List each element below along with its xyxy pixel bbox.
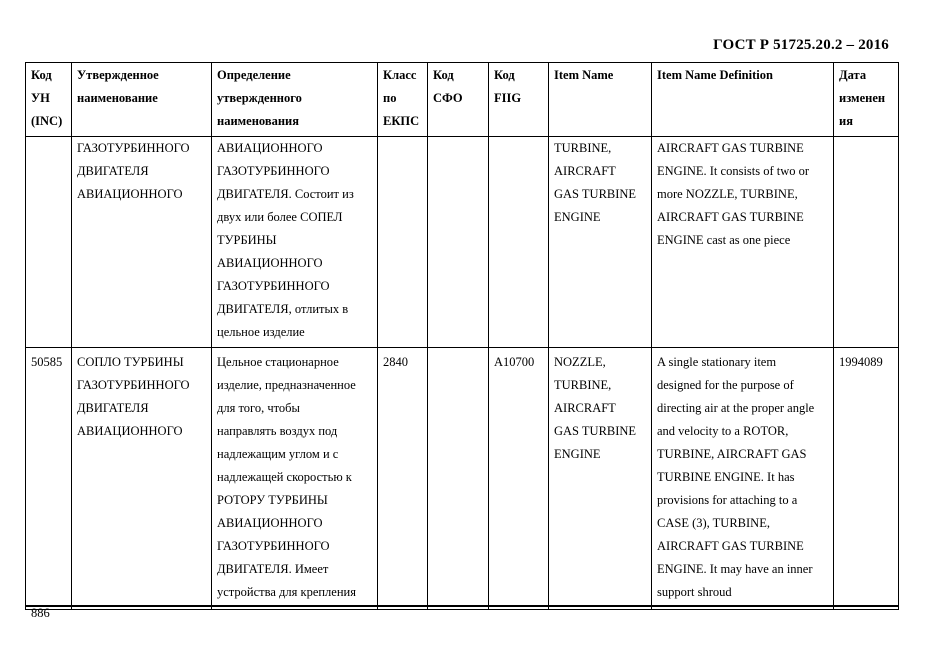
change-date-cell [834, 137, 899, 348]
cell-line: двух или более СОПЕЛ [217, 210, 343, 224]
cell-line: АВИАЦИОННОГО [217, 516, 323, 530]
cell-line: NOZZLE, [554, 355, 606, 369]
cell-line: 2840 [383, 355, 408, 369]
cell-line: РОТОРУ ТУРБИНЫ [217, 493, 328, 507]
cell-line: ТУРБИНЫ [217, 233, 277, 247]
item-name-definition-cell [652, 137, 834, 348]
column-header-fiig-code [489, 63, 549, 137]
fiig-cell [489, 348, 549, 610]
inc-cell [26, 137, 72, 348]
cell-line: ENGINE [554, 447, 601, 461]
cell-line: ГАЗОТУРБИННОГО [77, 378, 190, 392]
definition-cell [212, 137, 378, 348]
definition-cell [212, 348, 378, 610]
cell-line: надлежащим углом и с [217, 447, 339, 461]
cell-line: ENGINE [554, 210, 601, 224]
cell-line: АВИАЦИОННОГО [217, 141, 323, 155]
column-header-inc [26, 63, 72, 137]
header-line: Код [494, 68, 515, 82]
page-bottom-rule [25, 605, 898, 607]
cell-line: GAS TURBINE [554, 187, 637, 201]
cell-line: and velocity to a ROTOR, [657, 424, 789, 438]
header-line: Дата [839, 68, 867, 82]
cell-line: изделие, предназначенное [217, 378, 356, 392]
cell-line: ГАЗОТУРБИННОГО [217, 164, 330, 178]
item-name-cell [549, 137, 652, 348]
header-line: наименование [77, 91, 158, 105]
cell-line: АВИАЦИОННОГО [217, 256, 323, 270]
cell-line: AIRCRAFT [554, 401, 616, 415]
cell-line: ENGINE. It consists of two or [657, 164, 810, 178]
cell-line: ДВИГАТЕЛЯ [77, 164, 149, 178]
catalog-table [25, 62, 899, 610]
cell-line: ГАЗОТУРБИННОГО [77, 141, 190, 155]
header-line: Код [433, 68, 454, 82]
inc-cell [26, 348, 72, 610]
cell-line: 50585 [31, 355, 63, 369]
header-line: изменен [839, 91, 886, 105]
item-name-cell [549, 348, 652, 610]
cell-line: A10700 [494, 355, 535, 369]
change-date-cell [834, 348, 899, 610]
document-standard-header: ГОСТ Р 51725.20.2 – 2016 [713, 37, 889, 53]
header-line: Код [31, 68, 52, 82]
cell-line: TURBINE, AIRCRAFT GAS [657, 447, 807, 461]
cell-line: provisions for attaching to a [657, 493, 798, 507]
cell-line: ENGINE cast as one piece [657, 233, 791, 247]
sfo-cell [428, 137, 489, 348]
approved-name-cell [72, 137, 212, 348]
cell-line: AIRCRAFT [554, 164, 616, 178]
fiig-cell [489, 137, 549, 348]
approved-name-cell [72, 348, 212, 610]
header-line: ЕКПС [383, 114, 420, 128]
cell-line: ГАЗОТУРБИННОГО [217, 539, 330, 553]
cell-line: AIRCRAFT GAS TURBINE [657, 210, 804, 224]
header-line: по [383, 91, 397, 105]
column-header-name-definition [212, 63, 378, 137]
cell-line: support shroud [657, 585, 732, 599]
column-header-approved-name [72, 63, 212, 137]
header-line: Item Name Definition [657, 68, 773, 82]
cell-line: AIRCRAFT GAS TURBINE [657, 539, 804, 553]
column-header-ekps-class [378, 63, 428, 137]
cell-line: ДВИГАТЕЛЯ, отлитых в [217, 302, 349, 316]
header-line: Утвержденное [77, 68, 159, 82]
header-line: (INC) [31, 114, 63, 128]
header-line: Определение [217, 68, 291, 82]
cell-line: ДВИГАТЕЛЯ. Имеет [217, 562, 329, 576]
cell-line: АВИАЦИОННОГО [77, 424, 183, 438]
cell-line: устройства для крепления [217, 585, 356, 599]
cell-line: AIRCRAFT GAS TURBINE [657, 141, 804, 155]
column-header-sfo-code [428, 63, 489, 137]
table-row [26, 348, 899, 610]
cell-line: TURBINE, [554, 378, 612, 392]
column-header-item-name-definition [652, 63, 834, 137]
cell-line: Цельное стационарное [217, 355, 339, 369]
cell-line: CASE (3), TURBINE, [657, 516, 770, 530]
cell-line: more NOZZLE, TURBINE, [657, 187, 798, 201]
table-row [26, 137, 899, 348]
cell-line: надлежащей скоростью к [217, 470, 352, 484]
header-line: FIIG [494, 91, 522, 105]
table-header-row [26, 63, 899, 137]
cell-line: ДВИГАТЕЛЯ [77, 401, 149, 415]
header-line: УН [31, 91, 50, 105]
cell-line: GAS TURBINE [554, 424, 637, 438]
cell-line: 1994089 [839, 355, 883, 369]
cell-line: для того, чтобы [217, 401, 300, 415]
class-cell [378, 137, 428, 348]
cell-line: АВИАЦИОННОГО [77, 187, 183, 201]
cell-line: directing air at the proper angle [657, 401, 815, 415]
cell-line: ДВИГАТЕЛЯ. Состоит из [217, 187, 354, 201]
column-header-item-name [549, 63, 652, 137]
cell-line: TURBINE ENGINE. It has [657, 470, 795, 484]
cell-line: СОПЛО ТУРБИНЫ [77, 355, 184, 369]
header-line: утвержденного [217, 91, 302, 105]
cell-line: направлять воздух под [217, 424, 338, 438]
cell-line: TURBINE, [554, 141, 612, 155]
header-line: Item Name [554, 68, 614, 82]
header-line: СФО [433, 91, 463, 105]
cell-line: цельное изделие [217, 325, 305, 339]
item-name-definition-cell [652, 348, 834, 610]
class-cell [378, 348, 428, 610]
page-number: 886 [31, 606, 50, 620]
header-line: ия [839, 114, 853, 128]
column-header-change-date [834, 63, 899, 137]
header-line: наименования [217, 114, 300, 128]
cell-line: ГАЗОТУРБИННОГО [217, 279, 330, 293]
cell-line: designed for the purpose of [657, 378, 794, 392]
cell-line: ENGINE. It may have an inner [657, 562, 813, 576]
sfo-cell [428, 348, 489, 610]
header-line: Класс [383, 68, 417, 82]
cell-line: A single stationary item [657, 355, 777, 369]
